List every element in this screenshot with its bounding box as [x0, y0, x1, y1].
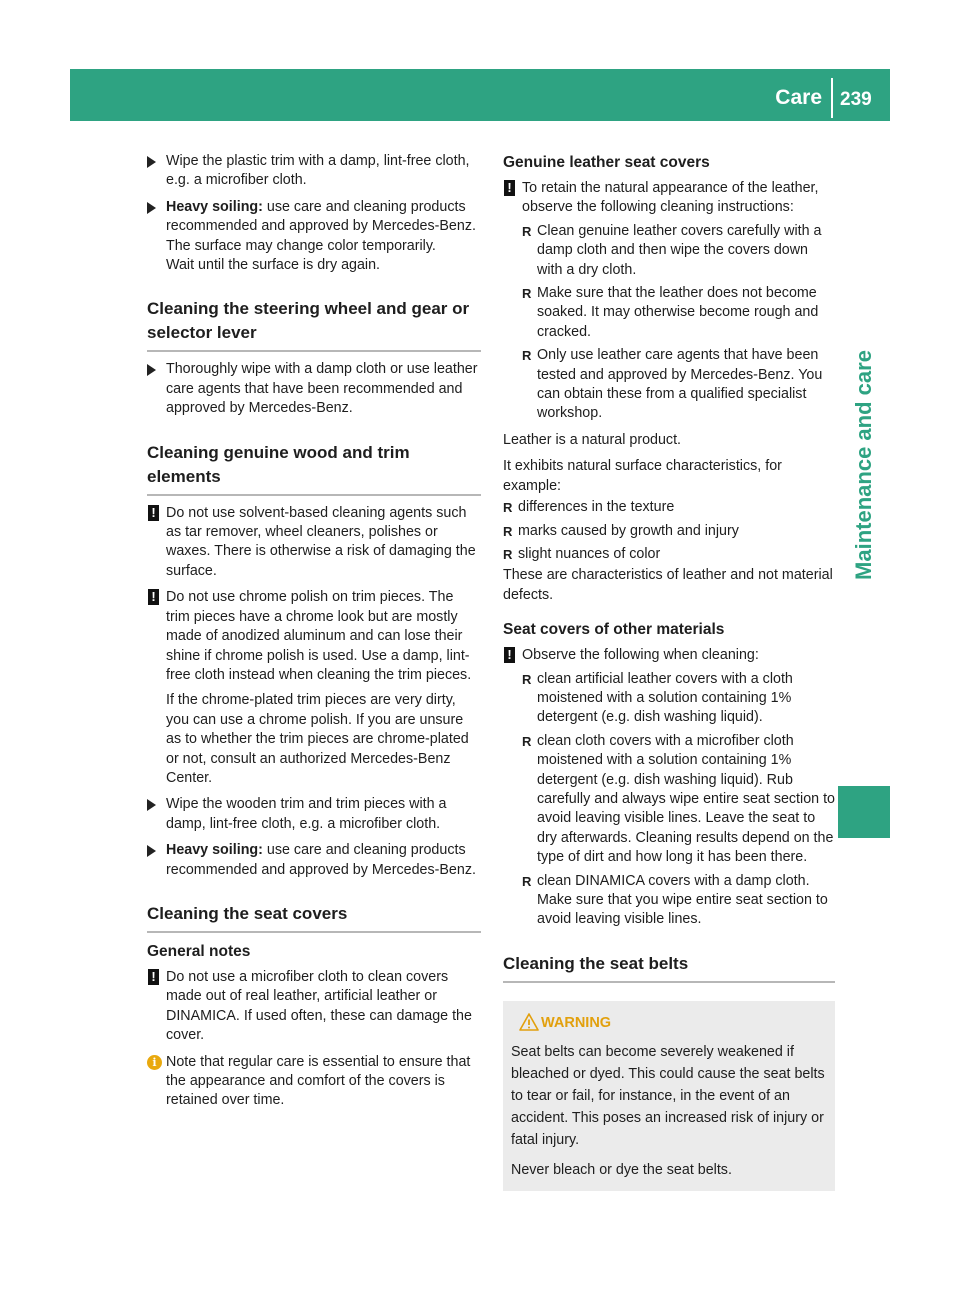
note-other-materials	[503, 646, 835, 930]
step-text: Thoroughly wipe with a damp cloth or use leather care agents that have been recommended and approved by Mercedes-Benz.	[166, 361, 478, 417]
side-tab-label: Maintenance and care	[851, 350, 876, 580]
list-item-text: marks caused by growth and injury	[518, 522, 739, 539]
heading-seat-covers: Cleaning the seat covers	[147, 902, 481, 933]
arrow-right-icon	[147, 156, 156, 168]
exclamation-icon: !	[504, 180, 515, 196]
right-column	[503, 152, 835, 1191]
list-item-text: Make sure that the leather does not become soaked. It may otherwise become rough and cracked.	[537, 285, 819, 340]
step-text: use care and cleaning products recommended and approved by Mercedes-Benz.	[166, 198, 476, 235]
bullet-icon: R	[522, 671, 532, 687]
list-item-text: Only use leather care agents that have been tested and approved by Mercedes-Benz. You can obtain these from a qualified specialist workshop.	[537, 347, 823, 422]
heading-steering-wheel: Cleaning the steering wheel and gear or selector lever	[147, 297, 481, 352]
note-extra: If the chrome-plated trim pieces are very dirty, you can use a chrome polish. If you are unsure as to whether the trim pieces are chrome-plated or not, consult an authorized Mercedes-Benz Center.	[166, 692, 469, 786]
step-wood-heavy-soiling	[147, 841, 481, 880]
heading-leather-covers: Genuine leather seat covers	[503, 154, 710, 171]
exclamation-icon: !	[148, 505, 159, 521]
note-solvents	[147, 504, 481, 582]
bullet-icon: R	[522, 733, 532, 749]
arrow-right-icon	[147, 845, 156, 857]
warning-title: WARNING	[541, 1014, 612, 1031]
heading-seat-belts: Cleaning the seat belts	[503, 952, 835, 983]
list-item	[503, 545, 835, 564]
list-item-text: clean cloth covers with a microfiber cloth moistened with a solution containing 1% detergent (e.g. dish washing liquid). Rub carefully and always wipe entire seat section to avoid leaving visible lines. Leave the seat to dry afterwards. Cleaning results depend on the type of dirt and how long it has been there.	[537, 732, 836, 866]
list-item	[522, 284, 835, 342]
warning-text: Seat belts can become severely weakened if bleached or dyed. This could cause the seat belts to tear or fail, for instance, in the event of an accident. This poses an increased risk of injury or fatal injury.	[511, 1043, 825, 1148]
list-item	[522, 222, 835, 280]
list-item-text: clean artificial leather covers with a cloth moistened with a solution containing 1% detergent (e.g. dish washing liquid).	[537, 670, 793, 726]
paragraph-characteristics: It exhibits natural surface characteristics, for example:	[503, 458, 782, 494]
warning-box	[503, 1001, 835, 1191]
list-item-text: differences in the texture	[518, 499, 675, 516]
arrow-right-icon	[147, 364, 156, 376]
bullet-icon: R	[522, 286, 532, 302]
header-divider	[831, 78, 833, 118]
note-text: To retain the natural appearance of the leather, observe the following cleaning instructions:	[522, 180, 819, 216]
left-column	[147, 152, 481, 1118]
paragraph-natural-product: Leather is a natural product.	[503, 431, 682, 448]
warning-header	[511, 1013, 825, 1035]
side-tab-marker	[838, 786, 890, 838]
step-text: Wipe the wooden trim and trim pieces with a damp, lint-free cloth, e.g. a microfiber cloth.	[166, 796, 447, 832]
info-text: Note that regular care is essential to ensure that the appearance and comfort of the covers is retained over time.	[166, 1053, 471, 1109]
bullet-icon: R	[503, 500, 513, 516]
step-result-1: The surface may change color temporarily.	[166, 237, 436, 254]
note-text: Do not use a microfiber cloth to clean covers made out of real leather, artificial leather or DINAMICA. If used often, these can damage the cover.	[166, 968, 472, 1044]
list-item	[522, 872, 835, 930]
step-text: use care and cleaning products recommended and approved by Mercedes-Benz.	[166, 842, 476, 878]
step-result-2: Wait until the surface is dry again.	[166, 257, 381, 274]
list-item-text: slight nuances of color	[518, 545, 661, 562]
side-tab	[838, 150, 890, 780]
note-text: Observe the following when cleaning:	[522, 647, 759, 664]
list-item-text: clean DINAMICA covers with a damp cloth. Make sure that you wipe entire seat section to avoid leaving visible lines.	[537, 872, 828, 928]
heading-wood-trim: Cleaning genuine wood and trim elements	[147, 441, 481, 496]
list-item	[522, 346, 835, 424]
note-chrome-polish	[147, 588, 481, 788]
warning-instruction: Never bleach or dye the seat belts.	[511, 1161, 732, 1178]
heading-general-notes: General notes	[147, 942, 251, 960]
step-wipe-plastic	[147, 152, 481, 191]
warning-triangle-icon	[519, 1013, 539, 1031]
step-bold-label: Heavy soiling:	[166, 842, 263, 859]
list-item	[522, 670, 835, 728]
list-item-text: Clean genuine leather covers carefully with a damp cloth and then wipe the covers down with a dry cloth.	[537, 222, 822, 278]
note-text: Do not use chrome polish on trim pieces. The trim pieces have a chrome look but are mostly made of anodized aluminum and can lose their shine if chrome polish is used. Use a damp, lint-free cloth instead when cleaning the trim pieces.	[166, 589, 472, 683]
list-item	[522, 732, 835, 868]
step-bold-label: Heavy soiling:	[166, 198, 263, 215]
bullet-icon: R	[522, 873, 532, 889]
step-wipe-steering	[147, 360, 481, 418]
bullet-icon: R	[503, 523, 513, 539]
exclamation-icon: !	[148, 969, 159, 985]
list-item	[503, 522, 835, 541]
section-title: Care	[775, 86, 822, 109]
info-regular-care	[147, 1053, 481, 1111]
bullet-icon: R	[522, 223, 532, 239]
note-microfiber	[147, 968, 481, 1046]
page-number: 239	[840, 89, 872, 110]
note-leather	[503, 179, 835, 424]
step-text: Wipe the plastic trim with a damp, lint-free cloth, e.g. a microfiber cloth.	[166, 153, 470, 189]
list-item	[503, 498, 835, 517]
arrow-right-icon	[147, 799, 156, 811]
heading-other-materials: Seat covers of other materials	[503, 621, 725, 639]
step-wipe-wood	[147, 795, 481, 834]
bullet-icon: R	[503, 546, 513, 562]
exclamation-icon: !	[148, 589, 159, 605]
exclamation-icon: !	[504, 647, 515, 663]
bullet-icon: R	[522, 348, 532, 364]
arrow-right-icon	[147, 202, 156, 214]
step-heavy-soiling	[147, 198, 481, 276]
info-icon: i	[147, 1055, 162, 1070]
paragraph-not-defects: These are characteristics of leather and not material defects.	[503, 567, 833, 603]
note-text: Do not use solvent-based cleaning agents such as tar remover, wheel cleaners, polishes or waxes. There is otherwise a risk of damaging the surface.	[166, 504, 476, 579]
